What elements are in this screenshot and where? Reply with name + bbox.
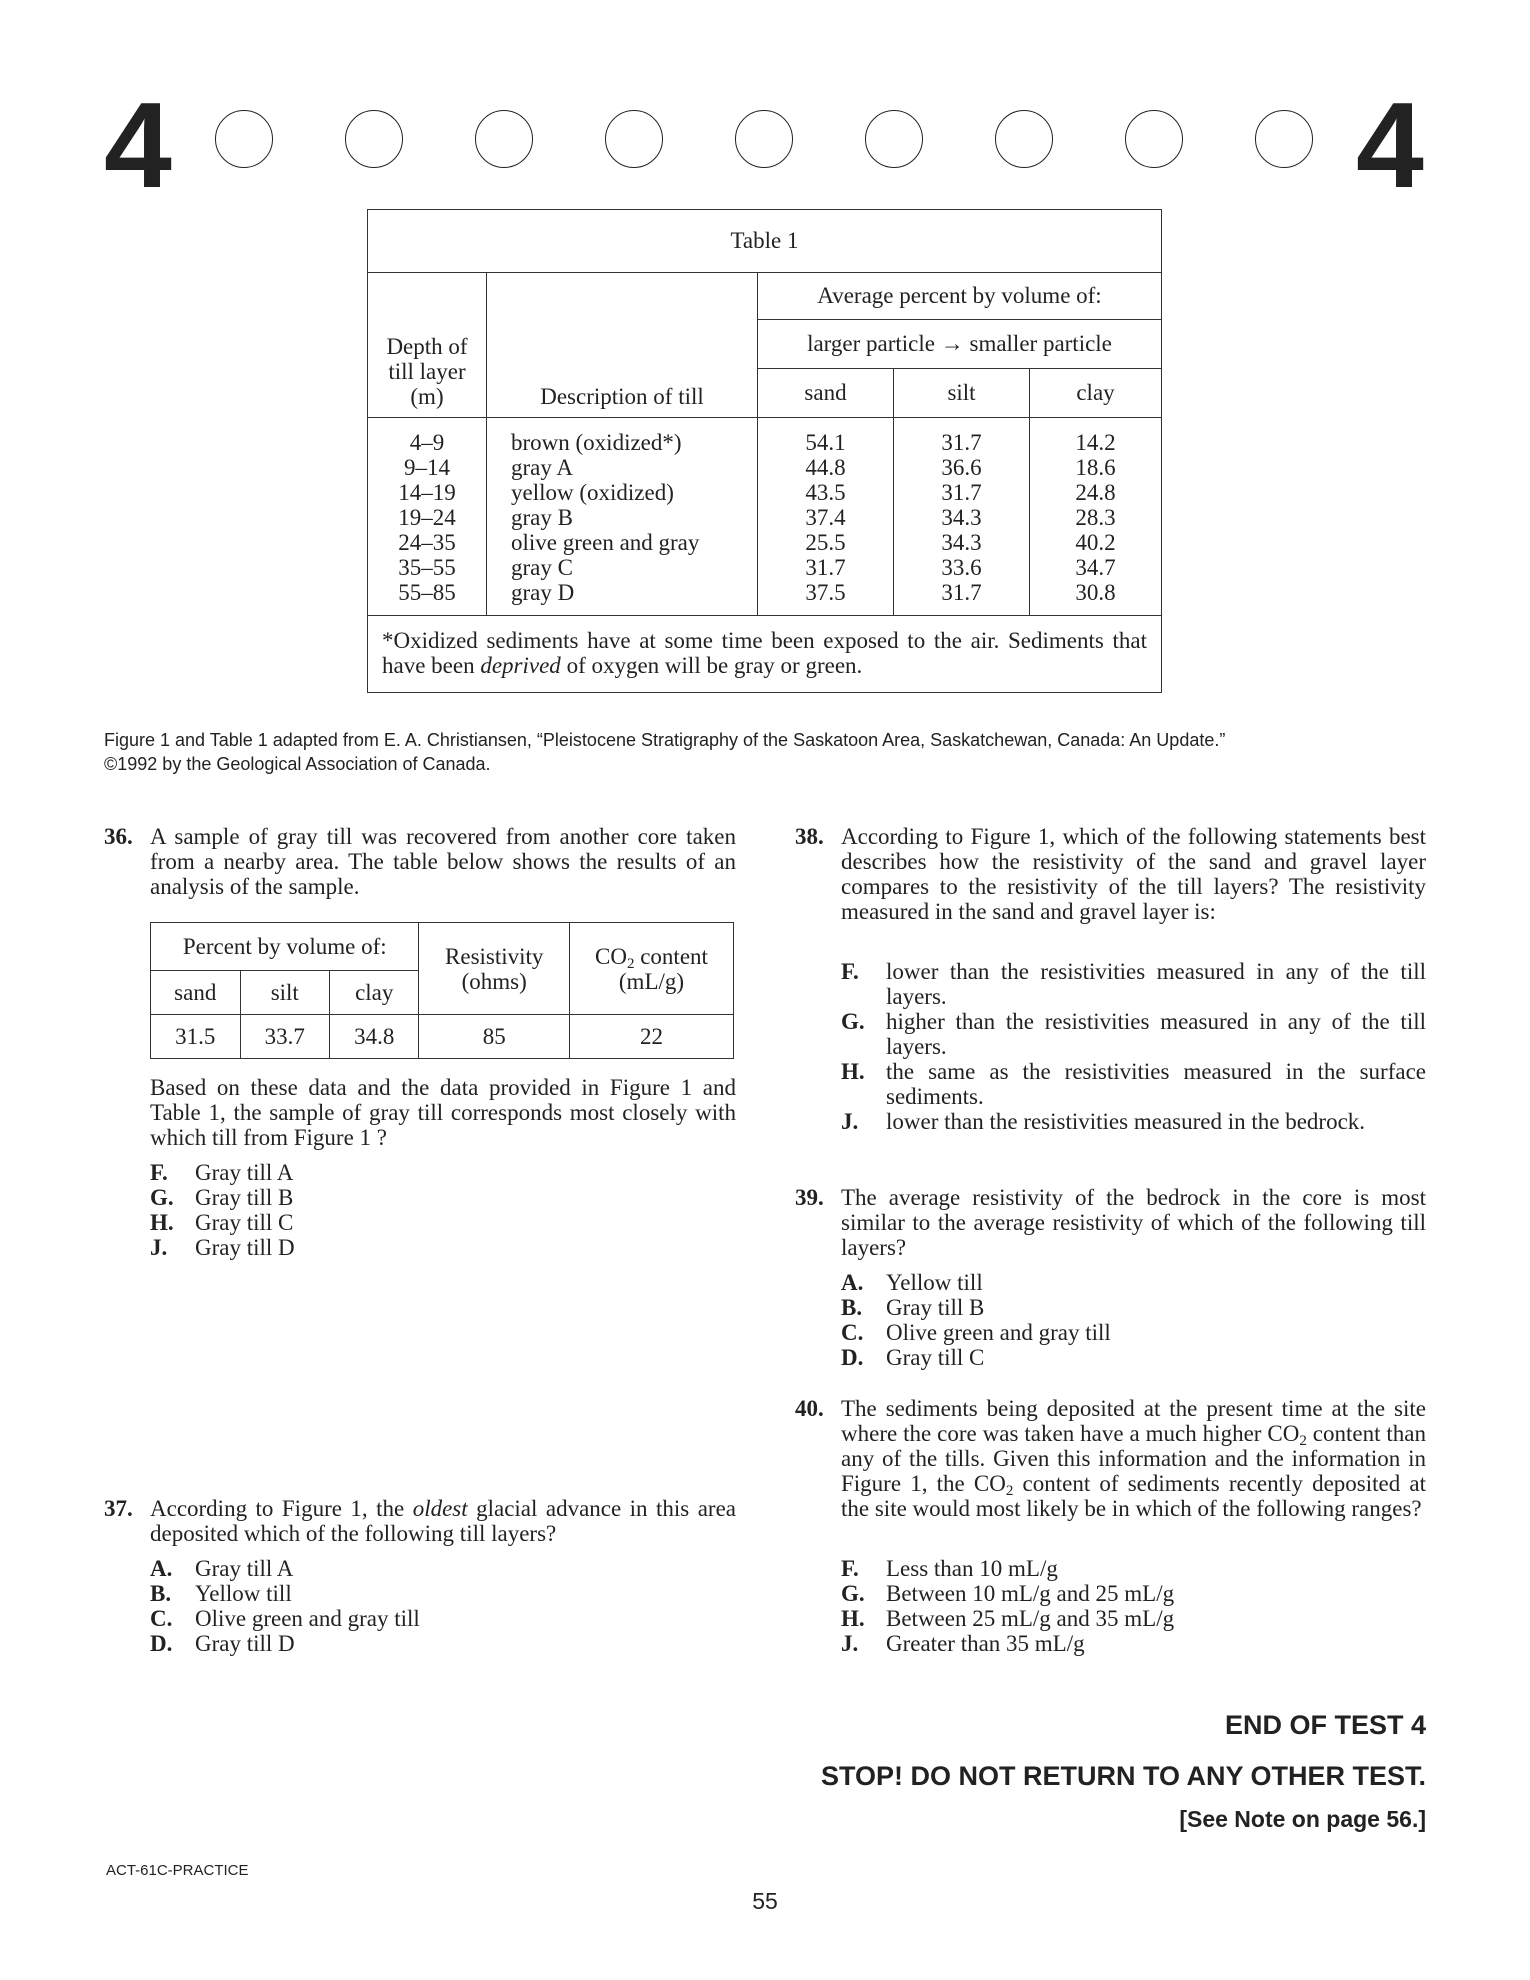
col-header-depth: Depth of till layer (m) — [368, 273, 487, 418]
particle-size-header: larger particle → smaller particle — [758, 320, 1162, 369]
option-text: Olive green and gray till — [886, 1320, 1111, 1345]
answer-option[interactable] — [841, 1295, 1426, 1320]
question-37-options — [150, 1556, 736, 1656]
header-circle — [865, 110, 923, 168]
answer-option[interactable] — [841, 1059, 1426, 1109]
answer-option[interactable] — [841, 1270, 1426, 1295]
sample-col-silt: silt — [240, 971, 329, 1015]
option-letter: A. — [150, 1556, 173, 1581]
option-letter: H. — [150, 1210, 174, 1235]
clay-cell: 30.8 — [1075, 580, 1116, 605]
answer-option[interactable] — [841, 1345, 1426, 1370]
question-40-options — [841, 1556, 1426, 1656]
option-letter: J. — [841, 1109, 859, 1134]
option-text: Between 25 mL/g and 35 mL/g — [886, 1606, 1175, 1631]
description-cell: olive green and gray — [511, 530, 700, 555]
table-1-title: Table 1 — [368, 210, 1162, 273]
option-text: Greater than 35 mL/g — [886, 1631, 1085, 1656]
option-text: Gray till C — [195, 1210, 294, 1235]
option-text: Less than 10 mL/g — [886, 1556, 1058, 1581]
answer-option[interactable] — [841, 1556, 1426, 1581]
option-text: Gray till B — [195, 1185, 294, 1210]
sample-clay-value: 34.8 — [330, 1015, 419, 1059]
col-header-clay: clay — [1030, 369, 1162, 418]
table-1 — [367, 209, 1162, 693]
option-letter: B. — [841, 1295, 863, 1320]
option-letter: J. — [150, 1235, 168, 1260]
answer-option[interactable] — [841, 1009, 1426, 1059]
sand-cell: 44.8 — [805, 455, 846, 480]
see-note: [See Note on page 56.] — [1179, 1806, 1426, 1832]
sample-silt-value: 33.7 — [240, 1015, 329, 1059]
silt-cell: 33.6 — [941, 555, 982, 580]
option-letter: B. — [150, 1581, 172, 1606]
percent-volume-header: Percent by volume of: — [151, 923, 419, 971]
question-number: 38. — [795, 824, 824, 849]
question-stem: The sediments being deposited at the present time at the site where the core was taken have a much higher $CO_2$ content than any of the tills. Given this information and the information in Figure 1, the $CO_2$ content of sediments recently deposited at the site would most likely be in which of the following ranges? — [841, 1396, 1427, 1521]
clay-cell: 40.2 — [1075, 530, 1116, 555]
answer-option[interactable] — [150, 1631, 736, 1656]
header-circle — [345, 110, 403, 168]
resistivity-header: Resistivity (ohms) — [419, 923, 569, 1015]
description-cell: gray C — [511, 555, 573, 580]
option-letter: H. — [841, 1059, 865, 1084]
header-circle — [1255, 110, 1313, 168]
answer-option[interactable] — [150, 1185, 736, 1210]
clay-cell: 34.7 — [1075, 555, 1116, 580]
sand-cell: 37.5 — [805, 580, 846, 605]
option-text: Gray till A — [195, 1556, 294, 1581]
silt-cell: 36.6 — [941, 455, 982, 480]
header-circle — [735, 110, 793, 168]
option-text: Gray till C — [886, 1345, 985, 1370]
sample-table — [150, 922, 734, 1059]
description-column — [487, 418, 758, 616]
option-letter: F. — [841, 959, 859, 984]
description-cell: yellow (oxidized) — [511, 480, 674, 505]
answer-option[interactable] — [150, 1160, 736, 1185]
answer-option[interactable] — [150, 1210, 736, 1235]
sample-col-sand: sand — [151, 971, 241, 1015]
question-number: 36. — [104, 824, 133, 849]
question-36-options — [150, 1160, 736, 1260]
col-header-sand: sand — [758, 369, 894, 418]
option-letter: G. — [841, 1009, 865, 1034]
answer-option[interactable] — [150, 1581, 736, 1606]
option-text: Olive green and gray till — [195, 1606, 420, 1631]
sample-resistivity-value: 85 — [419, 1015, 569, 1059]
test-number-left: 4 — [104, 77, 172, 213]
co2-header: $CO_2$ content (mL/g) — [569, 923, 733, 1015]
header-circle — [1125, 110, 1183, 168]
stop-notice: STOP! DO NOT RETURN TO ANY OTHER TEST. — [820, 1761, 1426, 1791]
option-letter: G. — [150, 1185, 174, 1210]
sand-column — [758, 418, 894, 616]
silt-cell: 34.3 — [941, 505, 982, 530]
clay-column — [1030, 418, 1162, 616]
option-letter: G. — [841, 1581, 865, 1606]
answer-option[interactable] — [841, 1606, 1426, 1631]
silt-column — [894, 418, 1030, 616]
sample-sand-value: 31.5 — [151, 1015, 241, 1059]
col-header-description: Description of till — [487, 273, 758, 418]
silt-cell: 31.7 — [941, 580, 982, 605]
option-text: Gray till D — [195, 1631, 295, 1656]
description-cell: brown (oxidized*) — [511, 430, 682, 455]
clay-cell: 28.3 — [1075, 505, 1116, 530]
option-letter: D. — [841, 1345, 864, 1370]
option-letter: H. — [841, 1606, 865, 1631]
option-letter: D. — [150, 1631, 173, 1656]
answer-option[interactable] — [150, 1235, 736, 1260]
header-circle — [605, 110, 663, 168]
question-39-options — [841, 1270, 1426, 1370]
depth-cell: 4–9 — [409, 430, 445, 455]
question-number: 40. — [795, 1396, 824, 1421]
header-circle — [475, 110, 533, 168]
silt-cell: 34.3 — [941, 530, 982, 555]
question-36-followup: Based on these data and the data provided in Figure 1 and Table 1, the sample of gray till corresponds most closely with which till from Figure 1 ? — [150, 1075, 736, 1150]
option-letter: F. — [150, 1160, 168, 1185]
avg-percent-header: Average percent by volume of: — [758, 273, 1162, 320]
table-1-footnote: *Oxidized sediments have at some time been exposed to the air. Sediments that have been deprived of oxygen will be gray or green. — [368, 616, 1162, 693]
sand-cell: 54.1 — [805, 430, 846, 455]
end-of-test: END OF TEST 4 — [1224, 1710, 1426, 1740]
header-circle — [215, 110, 273, 168]
answer-option[interactable] — [841, 1320, 1426, 1345]
description-cell: gray B — [511, 505, 573, 530]
description-cell: gray A — [511, 455, 573, 480]
form-code: ACT-61C-PRACTICE — [106, 1862, 249, 1879]
answer-option[interactable] — [841, 959, 1426, 1009]
sand-cell: 31.7 — [805, 555, 846, 580]
table-1-body — [368, 418, 1162, 616]
option-text: Yellow till — [195, 1581, 292, 1606]
option-text: Yellow till — [886, 1270, 983, 1295]
depth-cell: 24–35 — [398, 530, 456, 555]
option-letter: C. — [150, 1606, 173, 1631]
silt-cell: 31.7 — [941, 480, 982, 505]
option-letter: J. — [841, 1631, 859, 1656]
option-text: Gray till A — [195, 1160, 294, 1185]
option-text: higher than the resistivities measured in any of the till layers. — [886, 1009, 1426, 1059]
question-number: 39. — [795, 1185, 824, 1210]
page-number: 55 — [752, 1888, 778, 1914]
option-letter: A. — [841, 1270, 864, 1295]
test-number-right: 4 — [1356, 77, 1424, 213]
sample-col-clay: clay — [330, 971, 419, 1015]
silt-cell: 31.7 — [941, 430, 982, 455]
option-text: the same as the resistivities measured in the surface sediments. — [886, 1059, 1426, 1109]
option-letter: F. — [841, 1556, 859, 1581]
answer-option[interactable] — [150, 1606, 736, 1631]
header-circle — [995, 110, 1053, 168]
answer-option[interactable] — [841, 1109, 1426, 1134]
question-stem: The average resistivity of the bedrock in the core is most similar to the average resistivity of which of the following till layers? — [841, 1185, 1426, 1260]
question-38-options — [841, 959, 1426, 1134]
option-text: lower than the resistivities measured in any of the till layers. — [886, 959, 1426, 1009]
sand-cell: 25.5 — [805, 530, 846, 555]
depth-column — [368, 418, 487, 616]
question-stem: According to Figure 1, the oldest glacial advance in this area deposited which of the following till layers? — [150, 1496, 736, 1546]
question-stem: According to Figure 1, which of the following statements best describes how the resistivity of the sand and gravel layer compares to the resistivity of the till layers? The resistivity measured in the sand and gravel layer is: — [841, 824, 1426, 924]
question-number: 37. — [104, 1496, 133, 1521]
option-letter: C. — [841, 1320, 864, 1345]
description-cell: gray D — [511, 580, 575, 605]
sand-cell: 37.4 — [805, 505, 846, 530]
figure-credit: Figure 1 and Table 1 adapted from E. A. Christiansen, “Pleistocene Stratigraphy of the Saskatoon Area, Saskatchewan, Canada: An Update.” ©1992 by the Geological Association of Canada. — [104, 730, 1226, 774]
depth-cell: 19–24 — [398, 505, 456, 530]
depth-cell: 55–85 — [398, 580, 456, 605]
clay-cell: 24.8 — [1075, 480, 1116, 505]
sand-cell: 43.5 — [805, 480, 846, 505]
option-text: lower than the resistivities measured in the bedrock. — [886, 1109, 1366, 1134]
depth-cell: 9–14 — [404, 455, 450, 480]
depth-cell: 14–19 — [398, 480, 456, 505]
option-text: Between 10 mL/g and 25 mL/g — [886, 1581, 1175, 1606]
depth-cell: 35–55 — [398, 555, 456, 580]
answer-option[interactable] — [841, 1581, 1426, 1606]
question-stem: A sample of gray till was recovered from another core taken from a nearby area. The table below shows the results of an analysis of the sample. — [150, 824, 736, 899]
clay-cell: 18.6 — [1075, 455, 1116, 480]
answer-option[interactable] — [841, 1631, 1426, 1656]
option-text: Gray till B — [886, 1295, 985, 1320]
option-text: Gray till D — [195, 1235, 295, 1260]
clay-cell: 14.2 — [1075, 430, 1116, 455]
answer-option[interactable] — [150, 1556, 736, 1581]
col-header-silt: silt — [894, 369, 1030, 418]
sample-co2-value: 22 — [569, 1015, 733, 1059]
